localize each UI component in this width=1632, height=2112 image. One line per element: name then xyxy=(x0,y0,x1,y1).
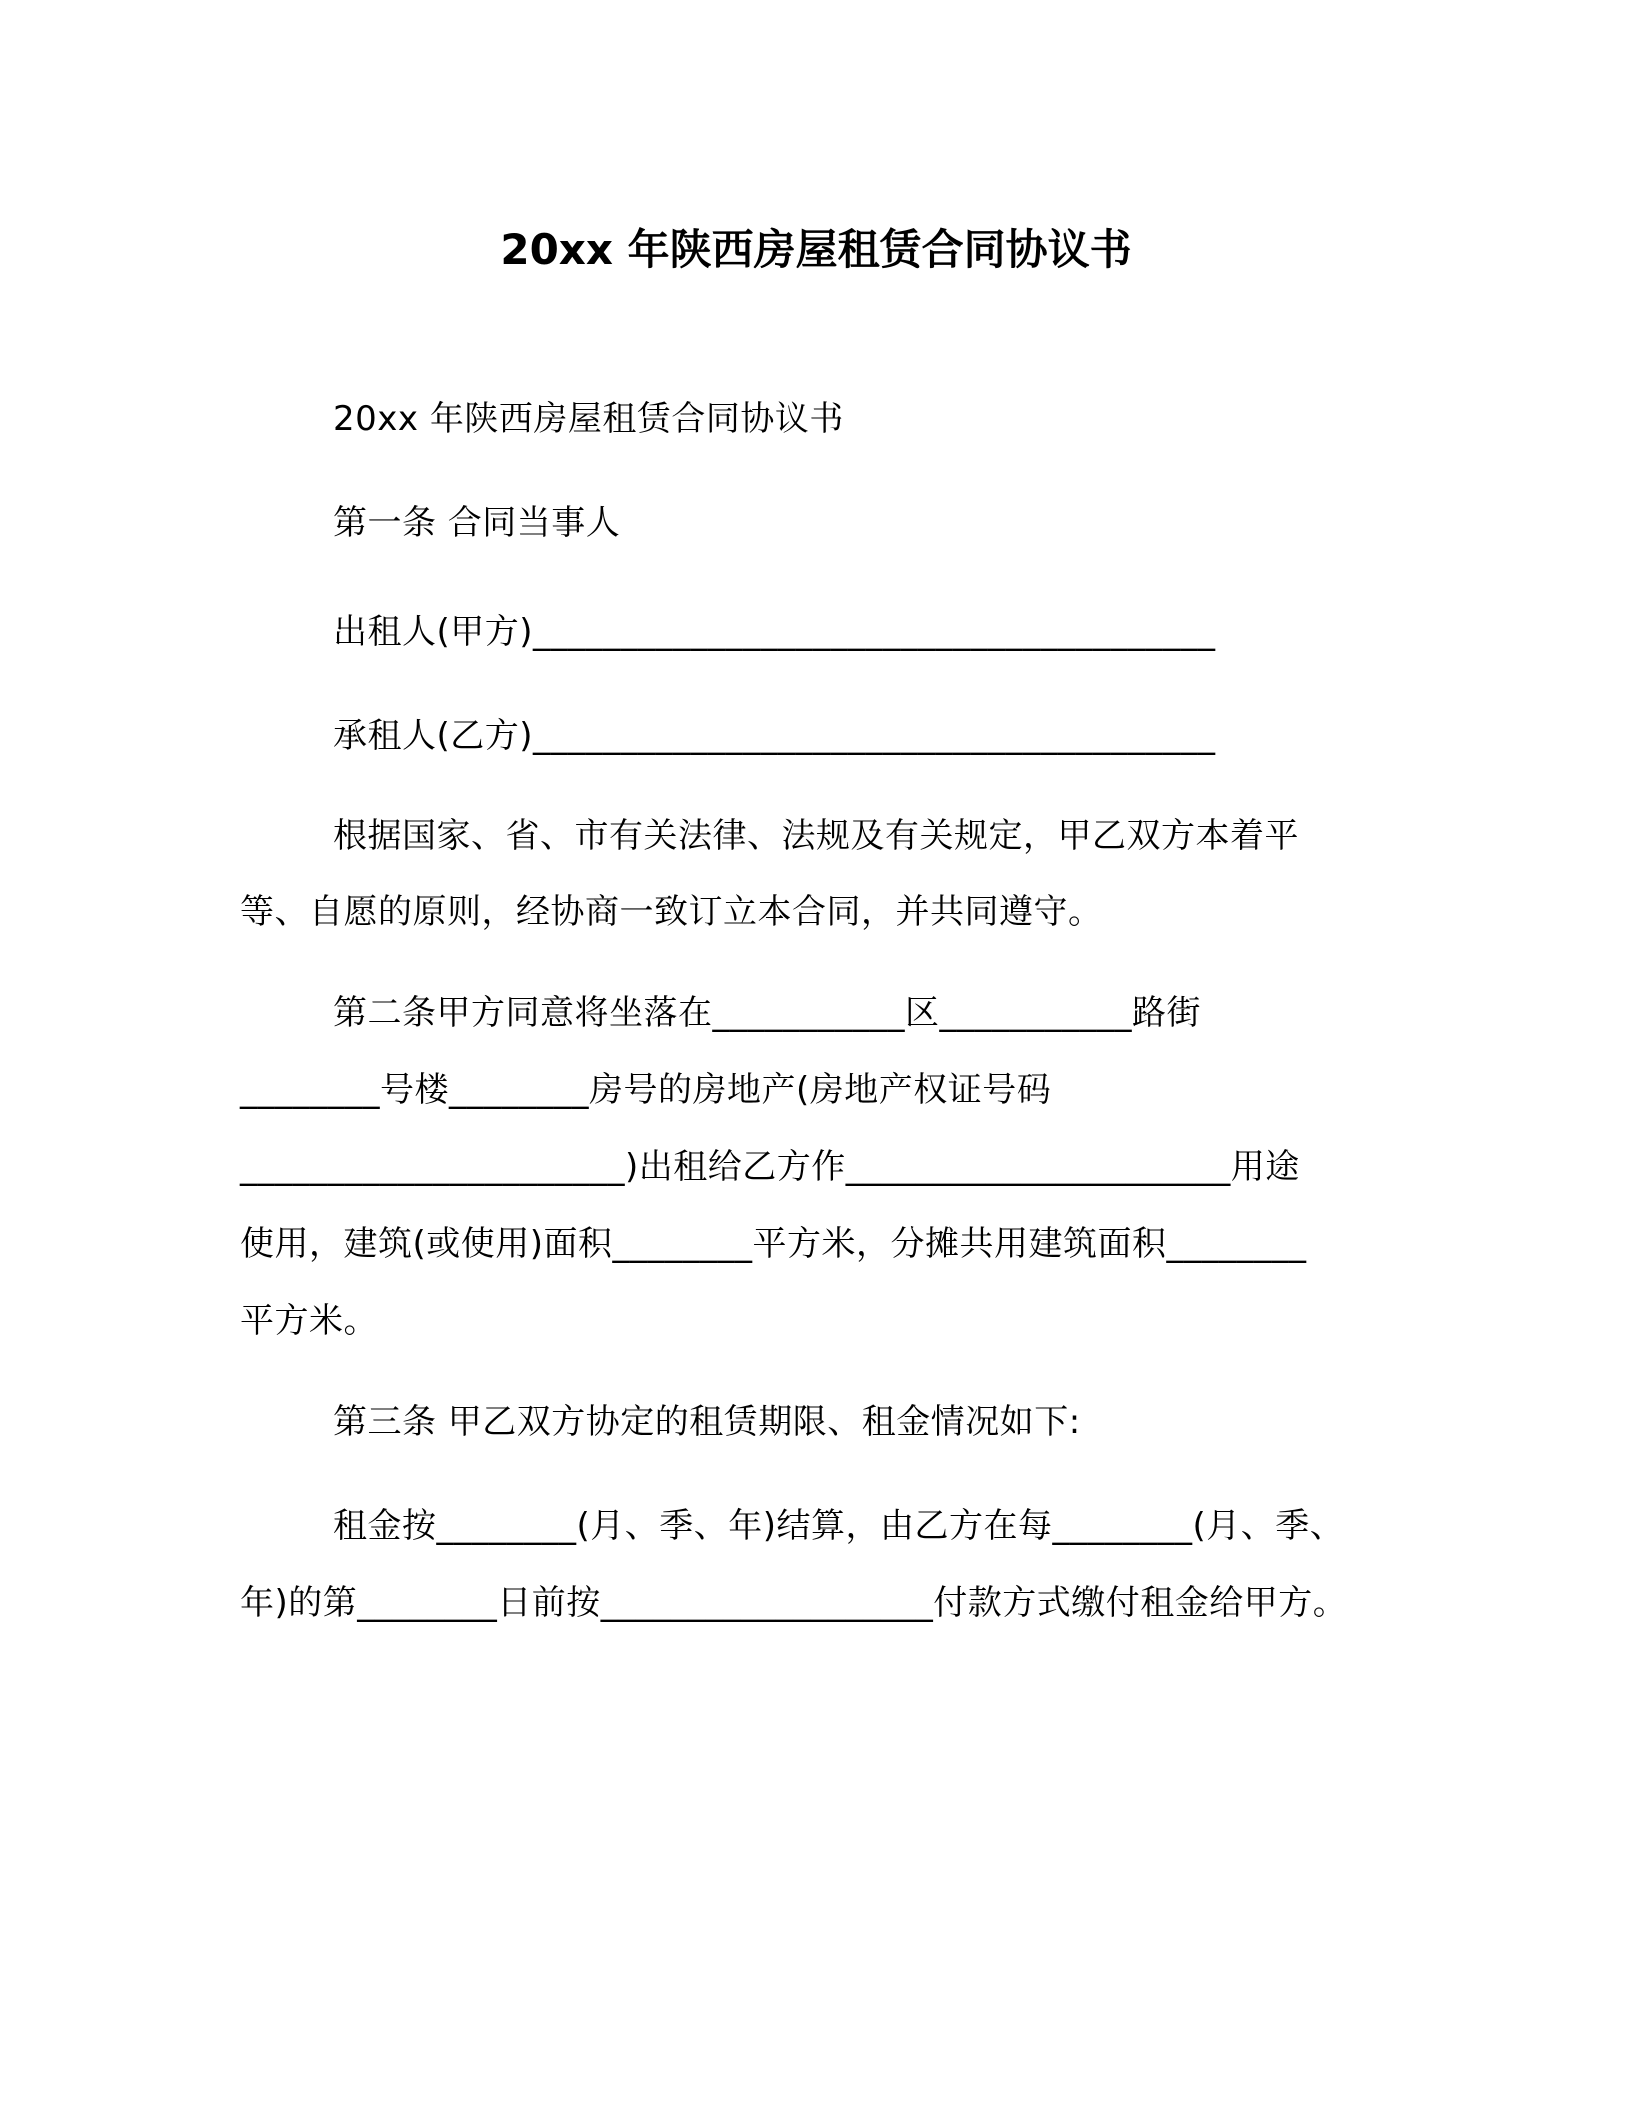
rent-line-1: 租金按________(月、季、年)结算，由乙方在每________(月、季、 xyxy=(333,1506,1345,1546)
subtitle-line: 20xx 年陕西房屋租赁合同协议书 xyxy=(333,399,844,439)
article-two-line-3: ______________________)出租给乙方作______________________用途 xyxy=(240,1147,1300,1187)
preamble-line-1: 根据国家、省、市有关法律、法规及有关规定，甲乙双方本着平 xyxy=(333,816,1299,856)
document-title: 20xx 年陕西房屋租赁合同协议书 xyxy=(500,225,1132,274)
lessor-line: 出租人(甲方)_______________________________________ xyxy=(333,612,1216,652)
article-three-heading: 第三条 甲乙双方协定的租赁期限、租金情况如下: xyxy=(333,1402,1081,1442)
article-two-line-4: 使用，建筑(或使用)面积________平方米，分摊共用建筑面积________ xyxy=(240,1224,1307,1264)
preamble-line-2: 等、自愿的原则，经协商一致订立本合同，并共同遵守。 xyxy=(240,892,1103,932)
rent-line-2: 年)的第________日前按___________________付款方式缴付租金给甲方。 xyxy=(240,1583,1348,1623)
article-two-line-2: ________号楼________房号的房地产(房地产权证号码 xyxy=(240,1070,1052,1110)
article-one-heading: 第一条 合同当事人 xyxy=(333,503,621,543)
lessee-line: 承租人(乙方)_______________________________________ xyxy=(333,716,1216,756)
article-two-line-1: 第二条甲方同意将坐落在___________区___________路街 xyxy=(333,993,1201,1033)
article-two-line-5: 平方米。 xyxy=(240,1301,378,1341)
